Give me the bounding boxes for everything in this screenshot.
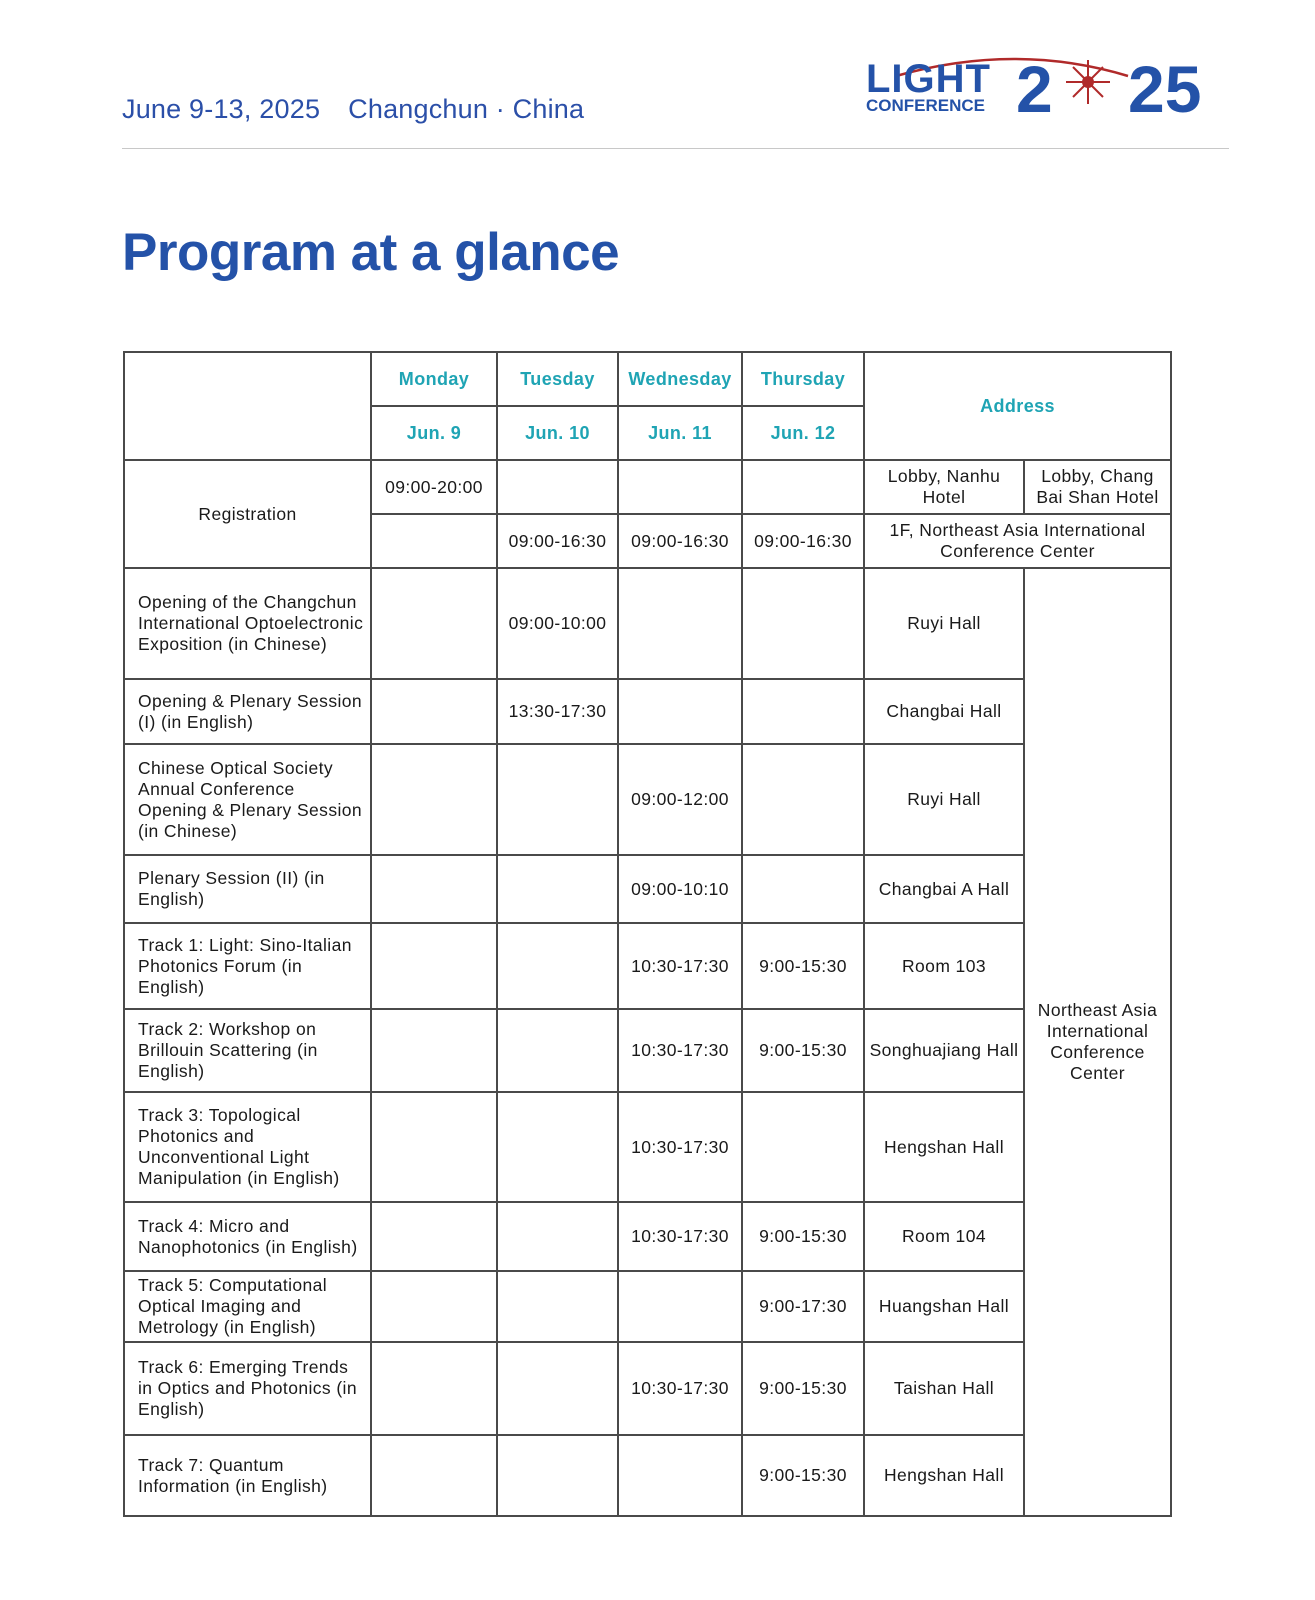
session-mon (371, 1342, 497, 1435)
session-mon (371, 679, 497, 744)
session-thu (742, 679, 864, 744)
session-thu (742, 744, 864, 855)
session-thu (742, 568, 864, 679)
header-date-jun12: Jun. 12 (742, 406, 864, 460)
light-conference-logo (866, 48, 1234, 118)
event-header (122, 94, 612, 125)
header-day-monday: Monday (371, 352, 497, 406)
table-row (124, 679, 1171, 744)
table-row (124, 923, 1171, 1009)
session-wed (618, 1271, 742, 1342)
session-hall: Taishan Hall (864, 1342, 1024, 1435)
session-name: Chinese Optical Society Annual Conference Opening & Plenary Session (in Chinese) (124, 744, 371, 855)
table-row (124, 1342, 1171, 1435)
session-wed (618, 1435, 742, 1516)
header-address: Address (864, 352, 1171, 460)
session-thu (742, 1092, 864, 1202)
session-hall: Ruyi Hall (864, 744, 1024, 855)
session-name: Opening & Plenary Session (I) (in English) (124, 679, 371, 744)
session-name: Plenary Session (II) (in English) (124, 855, 371, 923)
table-row (124, 1435, 1171, 1516)
table-cell (618, 460, 742, 514)
table-row (124, 568, 1171, 679)
session-mon (371, 744, 497, 855)
session-wed (618, 679, 742, 744)
event-dates: June 9-13, 2025 (122, 94, 321, 124)
table-row (124, 744, 1171, 855)
header-day-thursday: Thursday (742, 352, 864, 406)
table-row (124, 855, 1171, 923)
logo-year-suffix: 25 (1128, 52, 1202, 118)
session-tue (497, 744, 618, 855)
session-thu: 9:00-15:30 (742, 923, 864, 1009)
header-date-jun10: Jun. 10 (497, 406, 618, 460)
registration-label: Registration (124, 460, 371, 568)
event-location: Changchun · China (348, 94, 585, 124)
session-thu: 9:00-15:30 (742, 1009, 864, 1092)
header-date-jun9: Jun. 9 (371, 406, 497, 460)
session-name: Track 7: Quantum Information (in English) (124, 1435, 371, 1516)
session-hall: Hengshan Hall (864, 1435, 1024, 1516)
header-day-tuesday: Tuesday (497, 352, 618, 406)
session-mon (371, 1435, 497, 1516)
registration-tue-time: 09:00-16:30 (497, 514, 618, 568)
table-cell (371, 514, 497, 568)
session-tue (497, 1271, 618, 1342)
session-wed: 10:30-17:30 (618, 923, 742, 1009)
registration-address-nanhu: Lobby, Nanhu Hotel (864, 460, 1024, 514)
session-hall: Hengshan Hall (864, 1092, 1024, 1202)
session-mon (371, 1271, 497, 1342)
venue-name: Northeast Asia International Conference Center (1024, 568, 1171, 1516)
program-table (123, 351, 1172, 1517)
logo-conference-text: CONFERENCE (866, 96, 986, 115)
session-tue: 13:30-17:30 (497, 679, 618, 744)
session-thu: 9:00-17:30 (742, 1271, 864, 1342)
session-tue (497, 1092, 618, 1202)
session-hall: Changbai Hall (864, 679, 1024, 744)
session-name: Track 1: Light: Sino-Italian Photonics Forum (in English) (124, 923, 371, 1009)
table-row (124, 1202, 1171, 1271)
session-name: Opening of the Changchun International Optoelectronic Exposition (in Chinese) (124, 568, 371, 679)
registration-address-center: 1F, Northeast Asia International Conference Center (864, 514, 1171, 568)
session-name: Track 2: Workshop on Brillouin Scattering (in English) (124, 1009, 371, 1092)
session-mon (371, 1202, 497, 1271)
session-tue (497, 1009, 618, 1092)
session-wed: 09:00-10:10 (618, 855, 742, 923)
session-hall: Huangshan Hall (864, 1271, 1024, 1342)
session-thu (742, 855, 864, 923)
session-tue (497, 1342, 618, 1435)
header-divider (122, 148, 1229, 149)
session-wed (618, 568, 742, 679)
header-row-days (124, 352, 1171, 406)
registration-thu-time: 09:00-16:30 (742, 514, 864, 568)
session-mon (371, 1092, 497, 1202)
session-name: Track 4: Micro and Nanophotonics (in English) (124, 1202, 371, 1271)
registration-wed-time: 09:00-16:30 (618, 514, 742, 568)
logo-star-icon (1066, 60, 1110, 104)
session-hall: Room 104 (864, 1202, 1024, 1271)
table-cell (742, 460, 864, 514)
session-tue (497, 855, 618, 923)
session-tue (497, 923, 618, 1009)
header-day-wednesday: Wednesday (618, 352, 742, 406)
header-date-jun11: Jun. 11 (618, 406, 742, 460)
header-corner (124, 352, 371, 460)
logo-light-text: LIGHT (866, 57, 991, 101)
session-mon (371, 568, 497, 679)
session-thu: 9:00-15:30 (742, 1342, 864, 1435)
session-name: Track 3: Topological Photonics and Unconventional Light Manipulation (in English) (124, 1092, 371, 1202)
registration-address-changbaishan: Lobby, Chang Bai Shan Hotel (1024, 460, 1171, 514)
registration-row-1 (124, 460, 1171, 514)
session-name: Track 6: Emerging Trends in Optics and Photonics (in English) (124, 1342, 371, 1435)
page-title: Program at a glance (122, 223, 620, 282)
table-row (124, 1092, 1171, 1202)
session-thu: 9:00-15:30 (742, 1202, 864, 1271)
session-hall: Room 103 (864, 923, 1024, 1009)
table-cell (497, 460, 618, 514)
session-name: Track 5: Computational Optical Imaging and Metrology (in English) (124, 1271, 371, 1342)
table-row (124, 1009, 1171, 1092)
session-wed: 10:30-17:30 (618, 1009, 742, 1092)
session-tue (497, 1435, 618, 1516)
table-row (124, 1271, 1171, 1342)
session-hall: Changbai A Hall (864, 855, 1024, 923)
session-wed: 10:30-17:30 (618, 1092, 742, 1202)
registration-mon-time: 09:00-20:00 (371, 460, 497, 514)
session-wed: 10:30-17:30 (618, 1342, 742, 1435)
session-mon (371, 923, 497, 1009)
session-mon (371, 855, 497, 923)
session-hall: Songhuajiang Hall (864, 1009, 1024, 1092)
session-wed: 09:00-12:00 (618, 744, 742, 855)
session-tue (497, 1202, 618, 1271)
session-hall: Ruyi Hall (864, 568, 1024, 679)
session-mon (371, 1009, 497, 1092)
session-thu: 9:00-15:30 (742, 1435, 864, 1516)
session-tue: 09:00-10:00 (497, 568, 618, 679)
session-wed: 10:30-17:30 (618, 1202, 742, 1271)
logo-year-prefix: 2 (1016, 52, 1053, 118)
